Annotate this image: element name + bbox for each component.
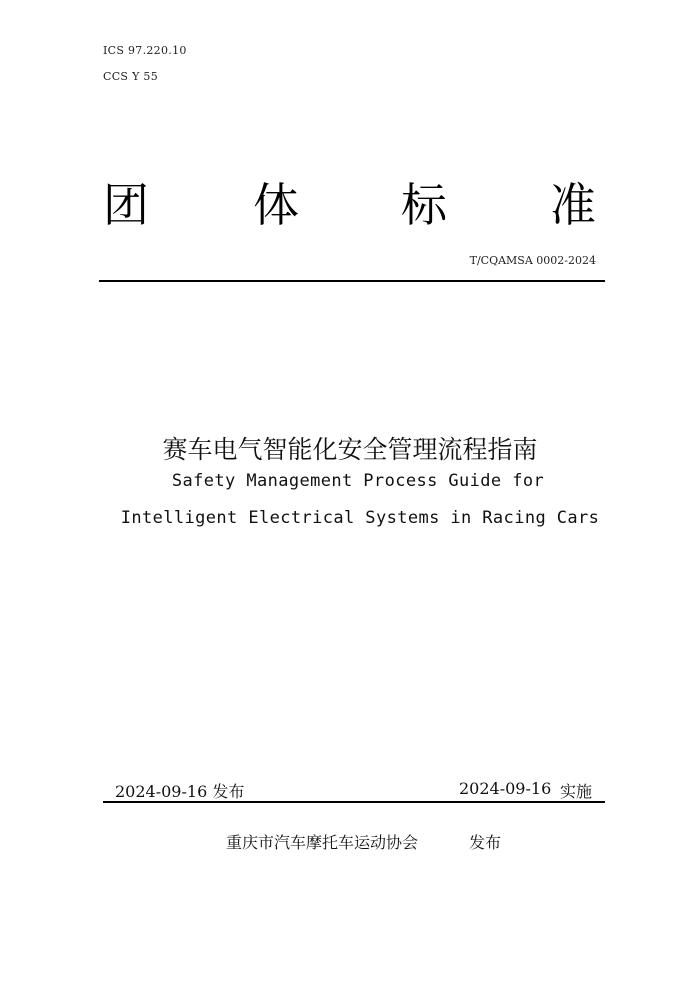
ccs-code: CCS Y 55 xyxy=(103,70,159,83)
top-divider xyxy=(99,280,605,282)
ics-code: ICS 97.220.10 xyxy=(103,44,187,57)
category-char-3: 标 xyxy=(401,178,447,232)
category-char-2: 体 xyxy=(253,178,299,232)
implement-date: 2024-09-16 xyxy=(459,779,552,798)
publish-date: 2024-09-16 发布 xyxy=(115,782,245,801)
category-char-1: 团 xyxy=(103,178,149,232)
issuer-action: 发布 xyxy=(469,833,502,852)
english-title-line-1: Safety Management Process Guide for xyxy=(171,471,545,491)
implement-label: 实施 xyxy=(560,782,593,801)
standard-number: T/CQAMSA 0002-2024 xyxy=(469,254,596,267)
category-char-4: 准 xyxy=(550,178,596,232)
issuer-name: 重庆市汽车摩托车运动协会 xyxy=(226,833,419,852)
chinese-title: 赛车电气智能化安全管理流程指南 xyxy=(162,435,538,464)
english-title-line-2: Intelligent Electrical Systems in Racing Cars xyxy=(120,508,600,528)
bottom-divider xyxy=(103,801,605,803)
